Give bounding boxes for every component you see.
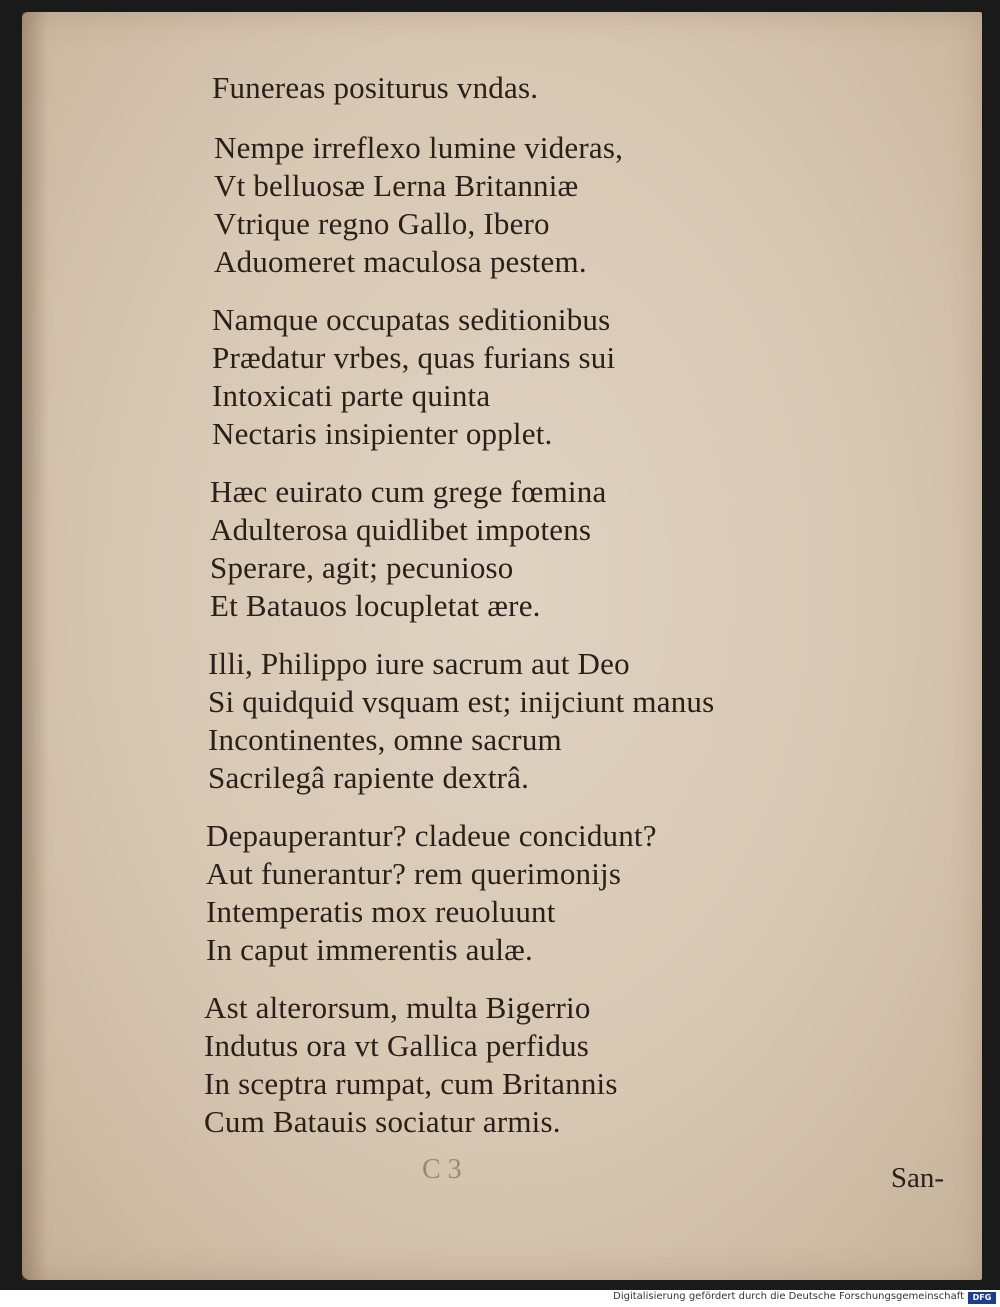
poem-line: Intoxicati parte quinta xyxy=(212,378,491,413)
poem-line: Aut funerantur? rem querimonijs xyxy=(206,856,622,891)
poem-line: Hæc euirato cum grege fœmina xyxy=(210,474,607,509)
poem-line: Indutus ora vt Gallica perfidus xyxy=(204,1028,589,1063)
poem-line: In caput immerentis aulæ. xyxy=(206,932,533,967)
poem-line: Aduomeret maculosa pestem. xyxy=(214,244,587,279)
poem-line: Sacrilegâ rapiente dextrâ. xyxy=(208,760,530,795)
signature-mark: C 3 xyxy=(422,1154,462,1185)
catchword: San- xyxy=(890,1162,944,1194)
poem-line: Funereas positurus vndas. xyxy=(212,70,539,105)
poem-line: Intemperatis mox reuoluunt xyxy=(206,894,556,929)
poem-line: Sperare, agit; pecunioso xyxy=(210,550,514,585)
poem-line: Namque occupatas seditionibus xyxy=(212,302,611,337)
poem-line: Vtrique regno Gallo, Ibero xyxy=(214,206,550,241)
poem-line: Et Batauos locupletat ære. xyxy=(210,588,541,623)
poem-line: Prædatur vrbes, quas furians sui xyxy=(212,340,616,375)
poem-line: Si quidquid vsquam est; inijciunt manus xyxy=(208,684,715,719)
poem-line: Nempe irreflexo lumine videras, xyxy=(214,130,624,165)
poem-line: Cum Batauis sociatur armis. xyxy=(204,1104,561,1139)
poem-line: Nectaris insipienter opplet. xyxy=(212,416,553,451)
poem-line: Ast alterorsum, multa Bigerrio xyxy=(204,990,591,1025)
poem-line: Adulterosa quidlibet impotens xyxy=(210,512,592,547)
poem-line: Vt belluosæ Lerna Britanniæ xyxy=(214,168,579,203)
poem-line: Incontinentes, omne sacrum xyxy=(208,722,562,757)
dfg-logo: DFG xyxy=(968,1292,996,1304)
poem-line: Illi, Philippo iure sacrum aut Deo xyxy=(208,646,630,681)
footer-bar xyxy=(0,1290,1000,1307)
funding-credit: Digitalisierung gefördert durch die Deutsche Forschungsgemeinschaft xyxy=(613,1291,964,1302)
poem-line: In sceptra rumpat, cum Britannis xyxy=(204,1066,618,1101)
poem-line: Depauperantur? cladeue concidunt? xyxy=(206,818,657,853)
poem-text xyxy=(22,12,982,1280)
book-page xyxy=(22,12,982,1280)
